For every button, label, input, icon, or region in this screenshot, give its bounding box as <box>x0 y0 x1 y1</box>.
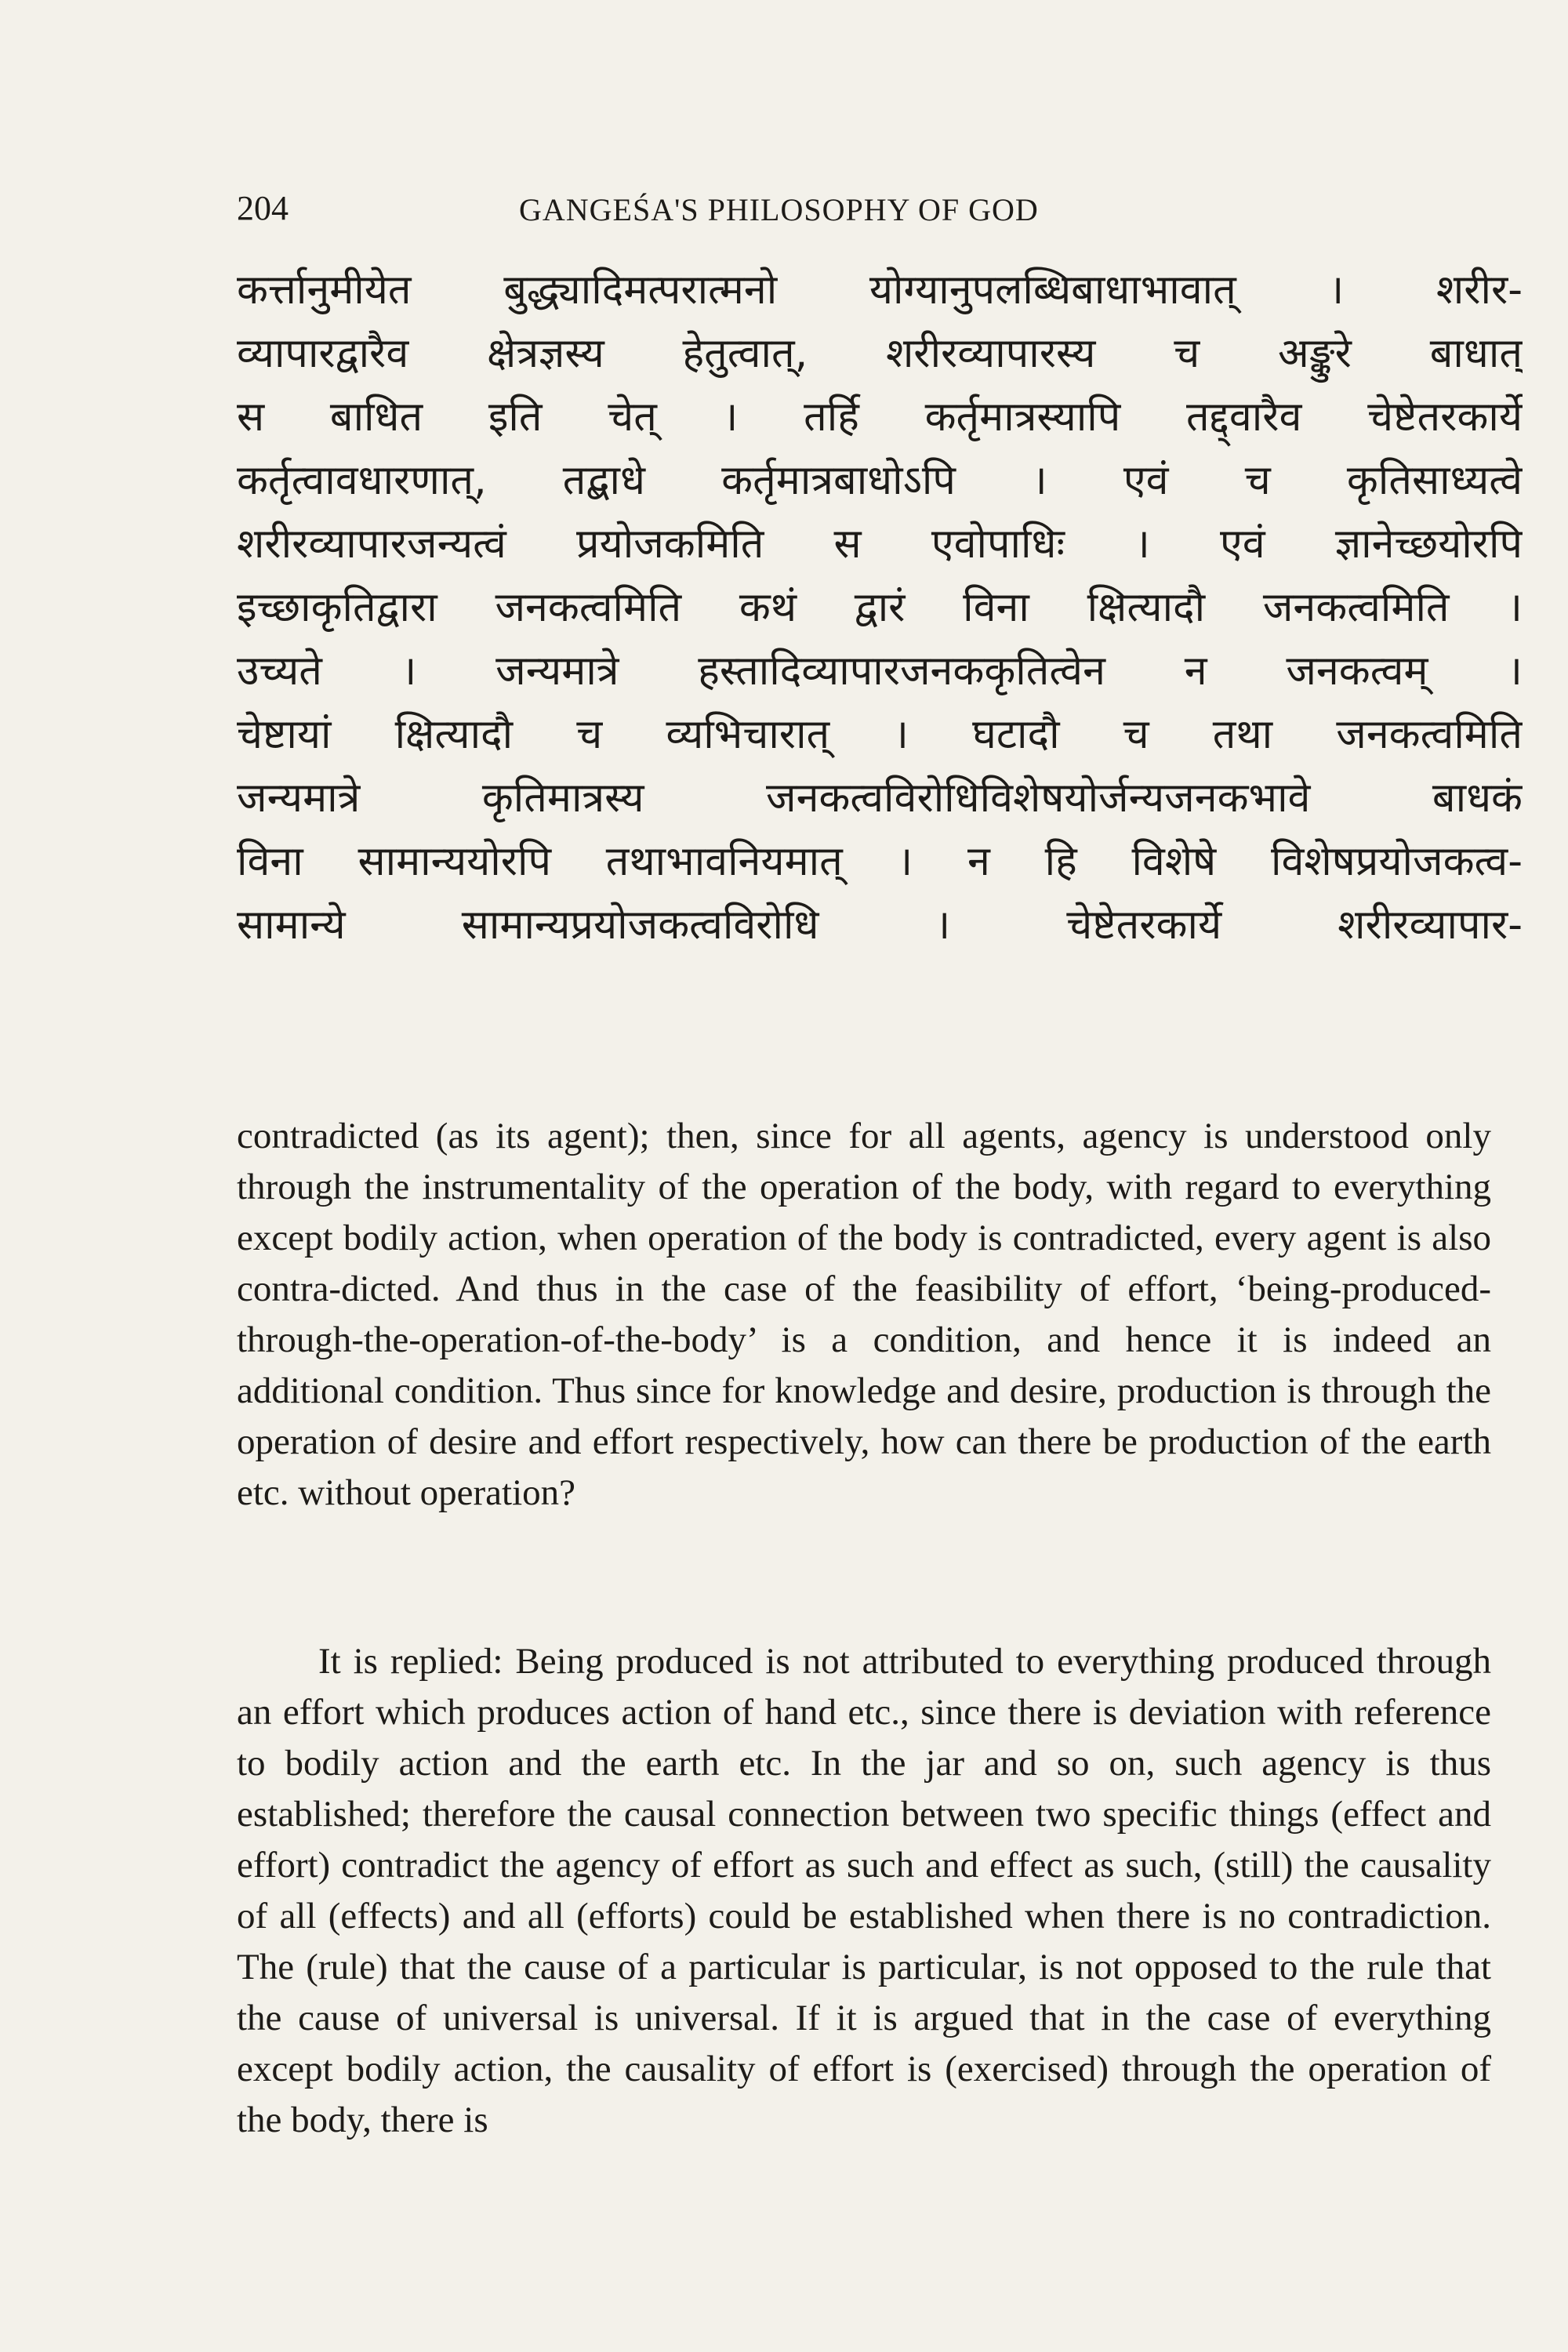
sanskrit-line: कर्तृत्वावधारणात्, तद्बाधे कर्तृमात्रबाधोऽपि । एवं च कृतिसाध्यत्वे <box>237 457 1523 504</box>
running-head: GANGEŚA'S PHILOSOPHY OF GOD <box>519 192 1039 227</box>
sanskrit-line: चेष्टायां क्षित्यादौ च व्यभिचारात् । घटादौ च तथा जनकत्वमिति <box>237 711 1523 758</box>
sanskrit-line: उच्यते । जन्यमात्रे हस्तादिव्यापारजनककृतित्वेन न जनकत्वम् । <box>237 648 1523 695</box>
sanskrit-text-block <box>237 259 1523 957</box>
sanskrit-line: शरीरव्यापारजन्यत्वं प्रयोजकमिति स एवोपाधिः । एवं ज्ञानेच्छयोरपि <box>237 521 1523 568</box>
sanskrit-line: कर्त्तानुमीयेत बुद्ध्यादिमत्परात्मनो योग्यानुपलब्धिबाधाभावात् । शरीर- <box>237 267 1523 314</box>
translation-paragraph-1: contradicted (as its agent); then, since for all agents, agency is understood only through the instrumentality of the operation of the body, with regard to everything except bodily action, when operation of the body is contradicted, every agent is also contra-dicted. And thus in the case of the feasibility of effort, ‘being-produced-through-the-operation-of-the-body’ is a condition, and hence it is indeed an additional condition. Thus since for knowledge and desire, production is through the operation of desire and effort respectively, how can there be production of the earth etc. without operation? <box>237 1116 1491 1513</box>
translation-paragraph-2: It is replied: Being produced is not attributed to everything produced through an effort which produces action of hand etc., since there is deviation with reference to bodily action and the earth etc. In the jar and so on, such agency is thus established; therefore the causal connection between two specific things (effect and effort) contradict the agency of effort as such and effect as such, (still) the causality of all (effects) and all (efforts) could be established when there is no contradiction. The (rule) that the cause of a particular is particular, is not opposed to the rule that the cause of universal is universal. If it is argued that in the case of everything except bodily action, the causality of effort is (exercised) through the operation of the body, there is <box>237 1641 1491 2140</box>
sanskrit-line: जन्यमात्रे कृतिमात्रस्य जनकत्वविरोधिविशेषयोर्जन्यजनकभावे बाधकं <box>237 775 1523 822</box>
sanskrit-line: इच्छाकृतिद्वारा जनकत्वमिति कथं द्वारं विना क्षित्यादौ जनकत्वमिति । <box>237 584 1523 631</box>
sanskrit-line: विना सामान्ययोरपि तथाभावनियमात् । न हि विशेषे विशेषप्रयोजकत्व- <box>237 838 1523 885</box>
page-header <box>237 188 1491 235</box>
page-number: 204 <box>237 189 289 227</box>
sanskrit-line: व्यापारद्वारैव क्षेत्रज्ञस्य हेतुत्वात्, शरीरव्यापारस्य च अङ्कुरे बाधात् <box>237 330 1523 377</box>
sanskrit-line: स बाधित इति चेत् । तर्हि कर्तृमात्रस्यापि तद्द्वारैव चेष्टेतरकार्ये <box>237 394 1523 441</box>
sanskrit-line: सामान्ये सामान्यप्रयोजकत्वविरोधि । चेष्टेतरकार्ये शरीरव्यापार- <box>237 902 1523 949</box>
